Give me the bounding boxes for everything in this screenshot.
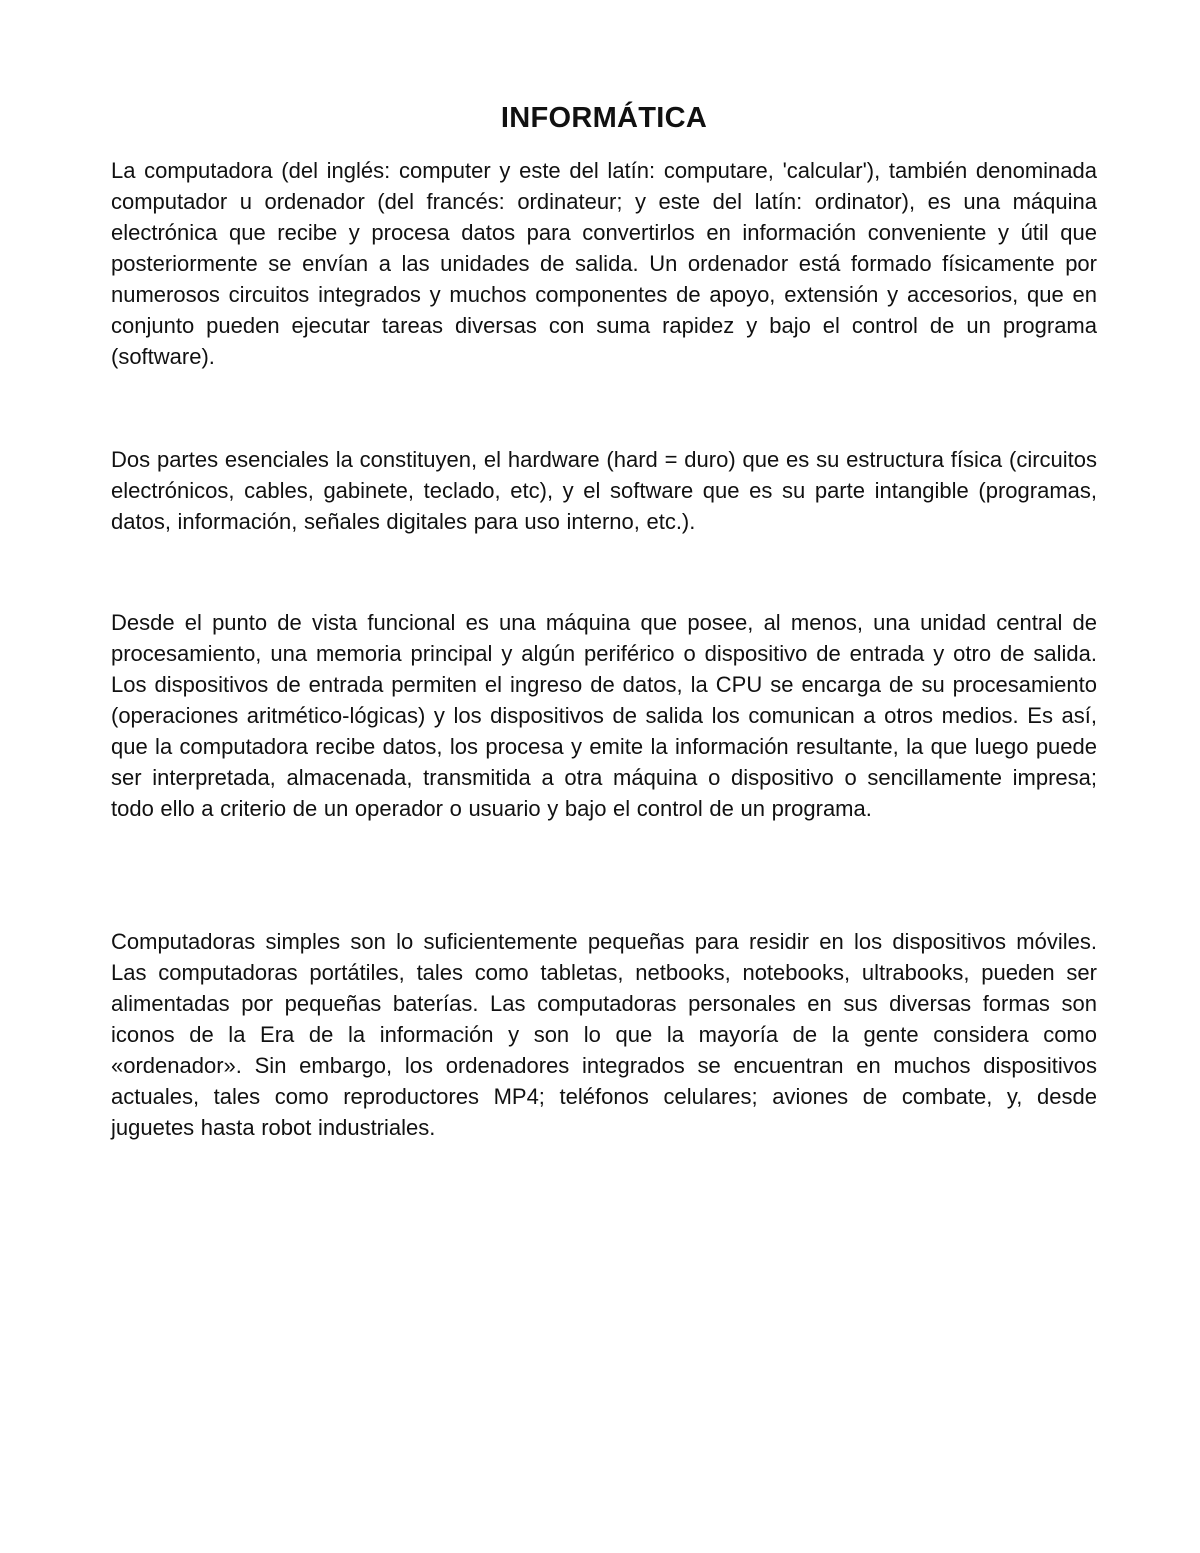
paragraph-functional-view: Desde el punto de vista funcional es una máquina que posee, al menos, una unidad central de procesamiento, una memoria principal y algún periférico o dispositivo de entrada y otro de salida. Los dispositivos de entrada permiten el ingreso de datos, la CPU se encarga de su procesamiento (operaciones aritmético-lógicas) y los dispositivos de salida los comunican a otros medios. Es así, que la computadora recibe datos, los procesa y emite la información resultante, la que luego puede ser interpretada, almacenada, transmitida a otra máquina o dispositivo o sencillamente impresa; todo ello a criterio de un operador o usuario y bajo el control de un programa. (111, 610, 1097, 821)
document-title: INFORMÁTICA (500, 102, 708, 134)
paragraph-computer-types: Computadoras simples son lo suficientemente pequeñas para residir en los dispositivos móviles. Las computadoras portátiles, tales como tabletas, netbooks, notebooks, ultrabooks, pueden ser alimentadas por pequeñas baterías. Las computadoras personales en sus diversas formas son iconos de la Era de la información y son lo que la mayoría de la gente considera como «ordenador». Sin embargo, los ordenadores integrados se encuentran en muchos dispositivos actuales, tales como reproductores MP4; teléfonos celulares; aviones de combate, y, desde juguetes hasta robot industriales. (111, 929, 1097, 1140)
paragraph-hardware-software: Dos partes esenciales la constituyen, el hardware (hard = duro) que es su estructura física (circuitos electrónicos, cables, gabinete, teclado, etc), y el software que es su parte intangible (programas, datos, información, señales digitales para uso interno, etc.). (111, 447, 1097, 534)
paragraph-definition: La computadora (del inglés: computer y este del latín: computare, 'calcular'), también denominada computador u ordenador (del francés: ordinateur; y este del latín: ordinator), es una máquina electrónica que recibe y procesa datos para convertirlos en información conveniente y útil que posteriormente se envían a las unidades de salida. Un ordenador está formado físicamente por numerosos circuitos integrados y muchos componentes de apoyo, extensión y accesorios, que en conjunto pueden ejecutar tareas diversas con suma rapidez y bajo el control de un programa (software). (111, 158, 1097, 369)
